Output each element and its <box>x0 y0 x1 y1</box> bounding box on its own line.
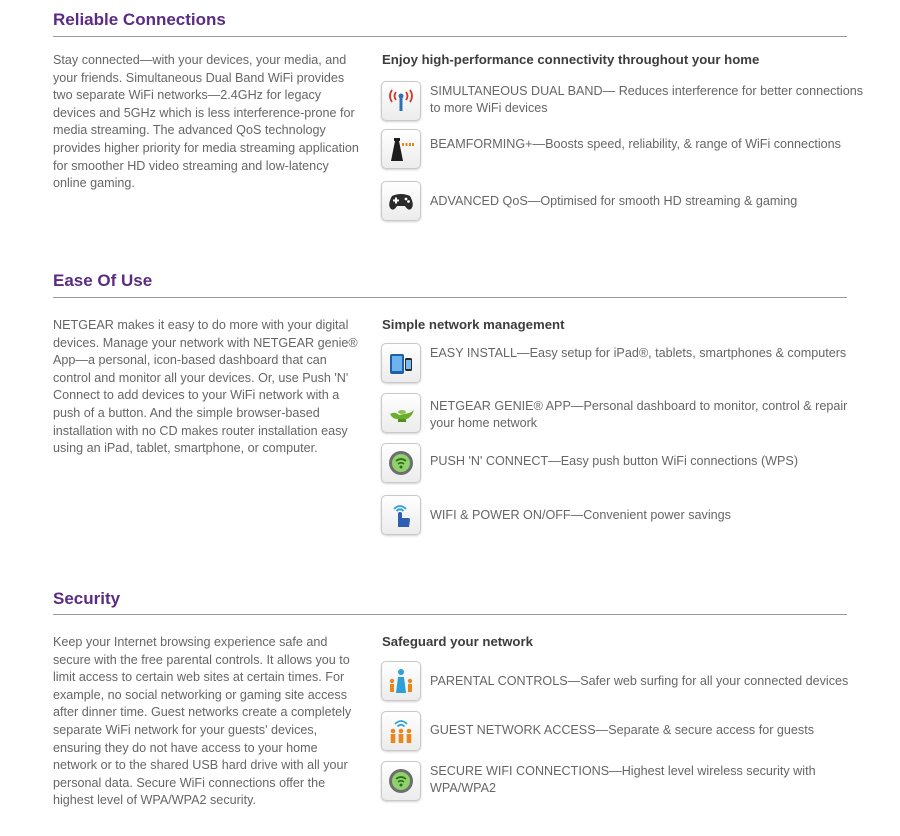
family-icon <box>381 661 421 701</box>
feature-subheading: Enjoy high-performance connectivity throughout your home <box>382 52 760 67</box>
feature-item-wifi-power <box>381 495 881 535</box>
feature-item-qos <box>381 181 881 221</box>
feature-item-secure-wifi <box>381 761 881 801</box>
gamepad-icon <box>381 181 421 221</box>
section-divider <box>53 614 847 615</box>
feature-text: EASY INSTALL—Easy setup for iPad®, tablets, smartphones & computers <box>430 346 847 360</box>
feature-text: NETGEAR GENIE® APP—Personal dashboard to monitor, control & repair your home network <box>430 399 848 430</box>
section-title: Reliable Connections <box>53 10 226 29</box>
secure-wifi-icon <box>381 761 421 801</box>
feature-text: SECURE WIFI CONNECTIONS—Highest level wireless security with WPA/WPA2 <box>430 764 816 795</box>
feature-text: PARENTAL CONTROLS—Safer web surfing for all your connected devices <box>430 674 849 688</box>
section-title: Ease Of Use <box>53 271 153 290</box>
feature-text: ADVANCED QoS—Optimised for smooth HD streaming & gaming <box>430 194 798 208</box>
feature-item-guest-network <box>381 711 881 751</box>
feature-item-beamforming <box>381 129 881 169</box>
guest-network-icon <box>381 711 421 751</box>
feature-text: WIFI & POWER ON/OFF—Convenient power savings <box>430 508 731 522</box>
section-body-text: Keep your Internet browsing experience safe and secure with the free parental controls. It allows you to limit access to certain web sites at certain times. For example, no social networking or gaming site access after dinner time. Guest networks create a completely separate WiFi network for your guests' devices, ensuring they do not have access to your home network or to the shared USB hard drive with all your personal data. Secure WiFi connections offer the highest level of WPA/WPA2 security. <box>53 635 352 808</box>
section-body-text: NETGEAR makes it easy to do more with your digital devices. Manage your network with NETGEAR genie® App—a personal, icon-based dashboard that can control and monitor all your devices. Or, use Push 'N' Connect to add devices to your WiFi network with a push of a button. And the simple browser-based installation with no CD makes router installation easy using an iPad, tablet, smartphone, or computer. <box>53 318 358 456</box>
feature-item-dual-band <box>381 81 881 121</box>
section-title: Security <box>53 589 121 608</box>
feature-text: SIMULTANEOUS DUAL BAND— Reduces interference for better connections to more WiFi devices <box>430 84 864 115</box>
tablet-phone-icon <box>381 343 421 383</box>
genie-lamp-icon <box>381 393 421 433</box>
section-divider <box>53 36 847 37</box>
feature-item-push-n-connect <box>381 443 881 483</box>
feature-subheading: Simple network management <box>382 317 565 332</box>
feature-subheading: Safeguard your network <box>382 634 533 649</box>
section-body-text: Stay connected—with your devices, your media, and your friends. Simultaneous Dual Band WiFi provides two separate WiFi networks—2.4GHz for legacy devices and 5GHz which is less interference-prone for media streaming. The advanced QoS technology provides higher priority for media streaming application for smoother HD video streaming and low-latency online gaming. <box>53 53 359 191</box>
dual-band-antenna-icon <box>381 81 421 121</box>
wifi-hand-icon <box>381 495 421 535</box>
section-divider <box>53 297 847 298</box>
feature-text: PUSH 'N' CONNECT—Easy push button WiFi connections (WPS) <box>430 454 799 468</box>
wps-button-icon <box>381 443 421 483</box>
feature-item-genie-app <box>381 393 881 433</box>
feature-item-easy-install <box>381 343 881 383</box>
feature-text: BEAMFORMING+—Boosts speed, reliability, & range of WiFi connections <box>430 137 841 151</box>
beamforming-tower-icon <box>381 129 421 169</box>
feature-item-parental-controls <box>381 661 881 701</box>
feature-text: GUEST NETWORK ACCESS—Separate & secure access for guests <box>430 723 815 737</box>
